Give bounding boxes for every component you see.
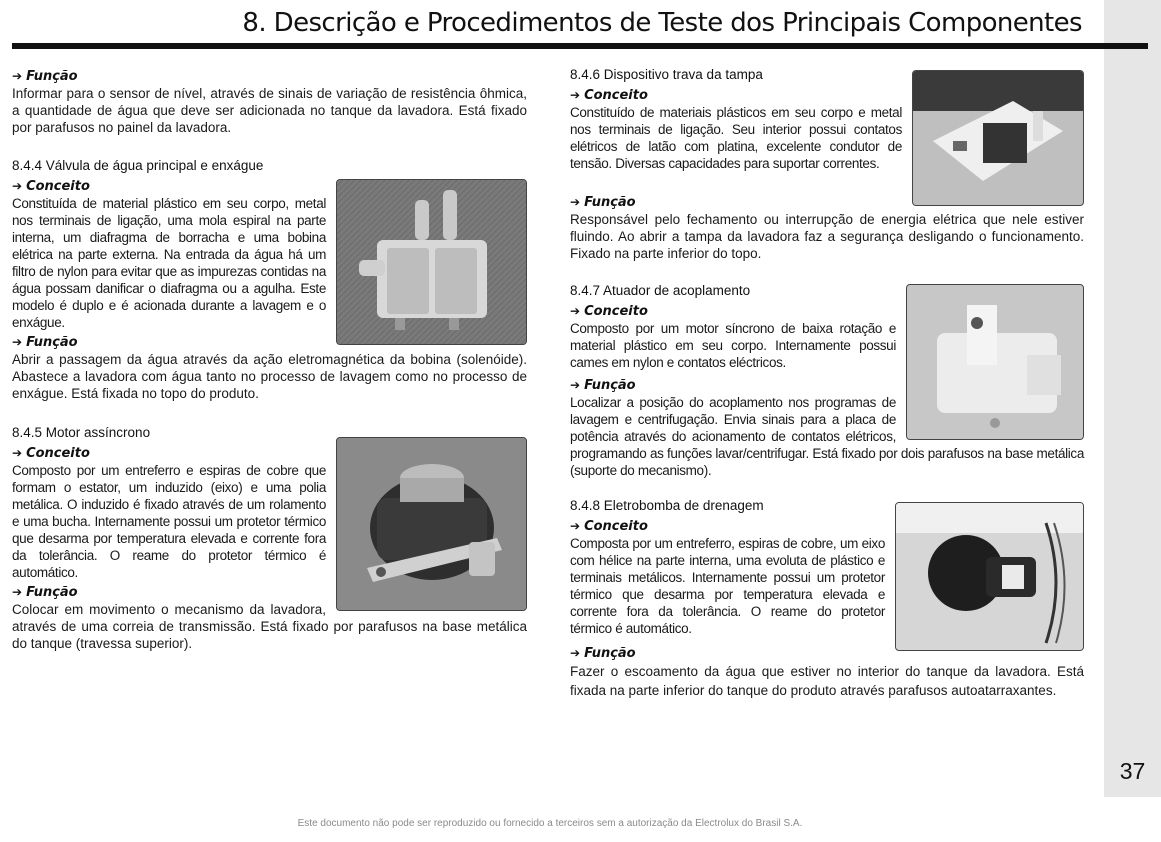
arrow-right-icon: ➔	[570, 646, 581, 660]
conceito-text: Composto por um motor síncrono de baixa rotação e material plástico em seu corpo. Internamente possui cames em nylon e contatos eléctricos.	[570, 321, 896, 370]
motor-photo	[336, 437, 527, 611]
conceito-heading: ➔ Conceito	[570, 519, 648, 534]
section-title: 8.4.8 Eletrobomba de drenagem	[570, 498, 764, 513]
section-intro-funcao	[12, 68, 527, 136]
section-title: 8.4.7 Atuador de acoplamento	[570, 283, 751, 298]
arrow-right-icon: ➔	[570, 88, 581, 102]
conceito-text: Composto por um entreferro e espiras de cobre que formam o estator, um induzido (eixo) e uma polia metálica. O induzido é fixado através de um rolamento e uma bucha. Internamente possui um protetor térmico que desarma por temperatura elevada e corrente fora da tolerância. O reame do protetor térmico é automático.	[12, 463, 326, 580]
funcao-text: Informar para o sensor de nível, através de sinais de variação de resistência ôhmica, a quantidade de água que deve ser adicionada no tanque da lavadora. Está fixado por parafusos no painel da lavadora.	[12, 86, 527, 135]
conceito-text: Constituído de materiais plásticos em seu corpo e metal nos terminais de ligação. Seu interior possui contatos elétricos de latão com platina, excelente condutor de tensão. Diversas capacidades para suportar correntes.	[570, 105, 902, 171]
funcao-heading: ➔ Função	[570, 195, 636, 210]
conceito-heading: ➔ Conceito	[12, 446, 90, 461]
conceito-text: Composta por um entreferro, espiras de cobre, um eixo com hélice na parte interna, uma evoluta de plástico e terminais metálicos. Internamente possui um protetor térmico que desarma por temperatura elevada e corrente fora da tolerância. O reame do protetor térmico é automático.	[570, 536, 885, 636]
drain-pump-photo	[895, 502, 1084, 651]
funcao-text: Responsável pelo fechamento ou interrupção de energia elétrica que nele estiver fluindo. Ao abrir a tampa da lavadora faz a segurança desligando o funcionamento. Fixado na parte inferior do topo.	[570, 212, 1084, 261]
conceito-heading: ➔ Conceito	[570, 304, 648, 319]
funcao-heading: ➔ Função	[570, 646, 636, 661]
conceito-text: Constituída de material plástico em seu corpo, metal nos terminais de ligação, uma mola espiral na parte interna, um diafragma de borracha e uma bobina elétrica na parte externa. Na entrada da água há um filtro de nylon para evitar que as impurezas contidas na água possam danificar o diafragma ou a agulha. Este modelo é duplo e é acionada durante a lavagem e o enxágue.	[12, 196, 326, 330]
lid-lock-photo	[912, 70, 1084, 206]
arrow-right-icon: ➔	[12, 335, 23, 349]
title-rule	[12, 43, 1148, 49]
section-actuator	[570, 282, 1084, 479]
funcao-heading: ➔ Função	[12, 335, 78, 350]
funcao-text: Abrir a passagem da água através da ação eletromagnética da bobina (solenóide). Abastece a lavadora com água tanto no processo de lavagem como no processo de enxágue. Está fixada no topo do produto.	[12, 352, 527, 401]
conceito-heading: ➔ Conceito	[12, 179, 90, 194]
funcao-heading: ➔ Função	[12, 585, 78, 600]
left-column	[12, 68, 527, 652]
section-lock	[570, 66, 1084, 262]
arrow-right-icon: ➔	[570, 195, 581, 209]
section-motor	[12, 424, 527, 652]
valve-photo	[336, 179, 527, 345]
arrow-right-icon: ➔	[570, 304, 581, 318]
arrow-right-icon: ➔	[12, 585, 23, 599]
page-side-band	[1104, 0, 1161, 797]
section-valve	[12, 157, 527, 402]
actuator-photo	[906, 284, 1084, 440]
page-title: 8. Descrição e Procedimentos de Teste dos Principais Componentes	[242, 8, 1082, 38]
section-title: 8.4.6 Dispositivo trava da tampa	[570, 67, 763, 82]
arrow-right-icon: ➔	[570, 519, 581, 533]
funcao-heading: ➔ Função	[570, 378, 636, 393]
arrow-right-icon: ➔	[12, 179, 23, 193]
funcao-text: Localizar a posição do acoplamento nos programas de lavagem e centrifugação. Envia sinais para a placa de potência através do acionamento de contatos elétricos, programando as funções lavar/centrifugar. Está fixado por dois parafusos na base metálica (suporte do mecanismo).	[570, 395, 1084, 478]
arrow-right-icon: ➔	[12, 446, 23, 460]
funcao-text: Fazer o escoamento da água que estiver no interior do tanque da lavadora. Está fixada na parte inferior do tanque do produto através parafusos autoatarraxantes.	[570, 664, 1084, 698]
conceito-heading: ➔ Conceito	[570, 88, 648, 103]
section-pump	[570, 497, 1084, 700]
arrow-right-icon: ➔	[12, 69, 23, 83]
funcao-heading: ➔ Função	[12, 69, 78, 84]
page-number: 37	[1119, 758, 1146, 784]
arrow-right-icon: ➔	[570, 378, 581, 392]
section-title: 8.4.4 Válvula de água principal e enxágue	[12, 158, 264, 173]
footer-notice: Este documento não pode ser reproduzido ou fornecido a terceiros sem a autorização da Electrolux do Brasil S.A.	[297, 818, 803, 829]
right-column	[570, 66, 1084, 700]
funcao-text: Colocar em movimento o mecanismo da lavadora, através de uma correia de transmissão. Está fixado por parafusos na base metálica do tanque (travessa superior).	[12, 602, 527, 651]
section-title: 8.4.5 Motor assíncrono	[12, 425, 151, 440]
